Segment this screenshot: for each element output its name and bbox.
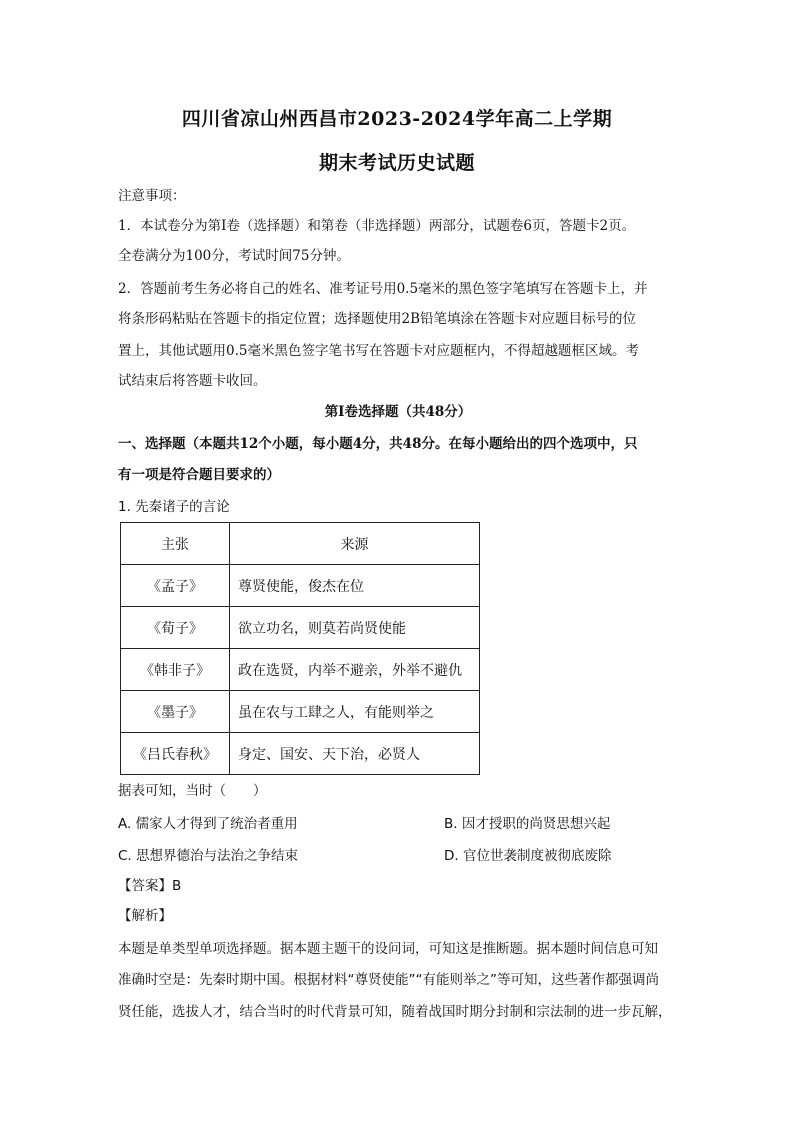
table-row [121, 733, 480, 775]
analysis-line2: 准确时空是：先秦时期中国。根据材料“尊贤使能”“有能则举之”等可知，这些著作都强调尚 [118, 972, 659, 988]
notice-item2-line4: 试结束后将答题卡收回。 [118, 373, 267, 389]
table-cell: 虽在农与工肆之人，有能则举之 [230, 691, 480, 733]
analysis-line1: 本题是单类型单项选择题。据本题主题干的设问词，可知这是推断题。据本题时间信息可知 [118, 941, 658, 957]
table-cell: 《孟子》 [121, 565, 230, 607]
table-cell: 《荀子》 [121, 607, 230, 649]
document-title-line2: 期末考试历史试题 [318, 152, 475, 174]
notice-item1-line2: 全卷满分为100分，考试时间75分钟。 [118, 248, 350, 264]
table-cell: 《墨子》 [121, 691, 230, 733]
table-cell: 政在选贤，内举不避亲，外举不避仇 [230, 649, 480, 691]
table-header-cell: 来源 [230, 523, 480, 565]
answer-label: 【答案】B [118, 878, 182, 894]
question-stem: 1. 先秦诸子的言论 [118, 499, 230, 515]
notice-item2-line2: 将条形码粘贴在答题卡的指定位置；选择题使用2B铅笔填涂在答题卡对应题目标号的位 [118, 311, 637, 327]
analysis-heading: 【解析】 [118, 908, 172, 924]
notice-heading: 注意事项： [118, 188, 186, 204]
table-cell: 欲立功名，则莫若尚贤使能 [230, 607, 480, 649]
table-row [121, 607, 480, 649]
question-prompt: 据表可知，当时（ ） [118, 783, 267, 799]
table-cell: 身定、国安、天下治，必贤人 [230, 733, 480, 775]
option-c: C. 思想界德治与法治之争结束 [118, 848, 299, 864]
document-title-line1: 四川省凉山州西昌市2023-2024学年高二上学期 [181, 108, 613, 130]
section-title: 第Ⅰ卷选择题（共48分） [324, 404, 472, 420]
table-cell: 《吕氏春秋》 [121, 733, 230, 775]
option-d: D. 官位世袭制度被彻底废除 [444, 848, 612, 864]
table-header-cell: 主张 [121, 523, 230, 565]
option-a: A. 儒家人才得到了统治者重用 [118, 816, 298, 832]
source-table [120, 522, 480, 775]
table-cell: 《韩非子》 [121, 649, 230, 691]
table-cell: 尊贤使能，俊杰在位 [230, 565, 480, 607]
notice-item2-line3: 置上，其他试题用0.5毫米黑色签字笔书写在答题卡对应题框内，不得超越题框区域。考 [118, 343, 639, 359]
notice-item1-line1: 1．本试卷分为第Ⅰ卷（选择题）和第卷（非选择题）两部分，试题卷6页，答题卡2页。 [118, 218, 636, 234]
analysis-line3: 贤任能，选拔人才，结合当时的时代背景可知，随着战国时期分封制和宗法制的进一步瓦解， [118, 1004, 672, 1020]
table-row [121, 691, 480, 733]
table-header-row [121, 523, 480, 565]
notice-item2-line1: 2．答题前考生务必将自己的姓名、准考证号用0.5毫米的黑色签字笔填写在答题卡上，并 [118, 281, 648, 297]
section-instruction-line2: 有一项是符合题目要求的） [118, 467, 280, 483]
table-row [121, 565, 480, 607]
table-row [121, 649, 480, 691]
section-instruction-line1: 一、选择题（本题共12个小题，每小题4分，共48分。在每小题给出的四个选项中，只 [118, 436, 638, 452]
option-b: B. 因才授职的尚贤思想兴起 [444, 816, 611, 832]
